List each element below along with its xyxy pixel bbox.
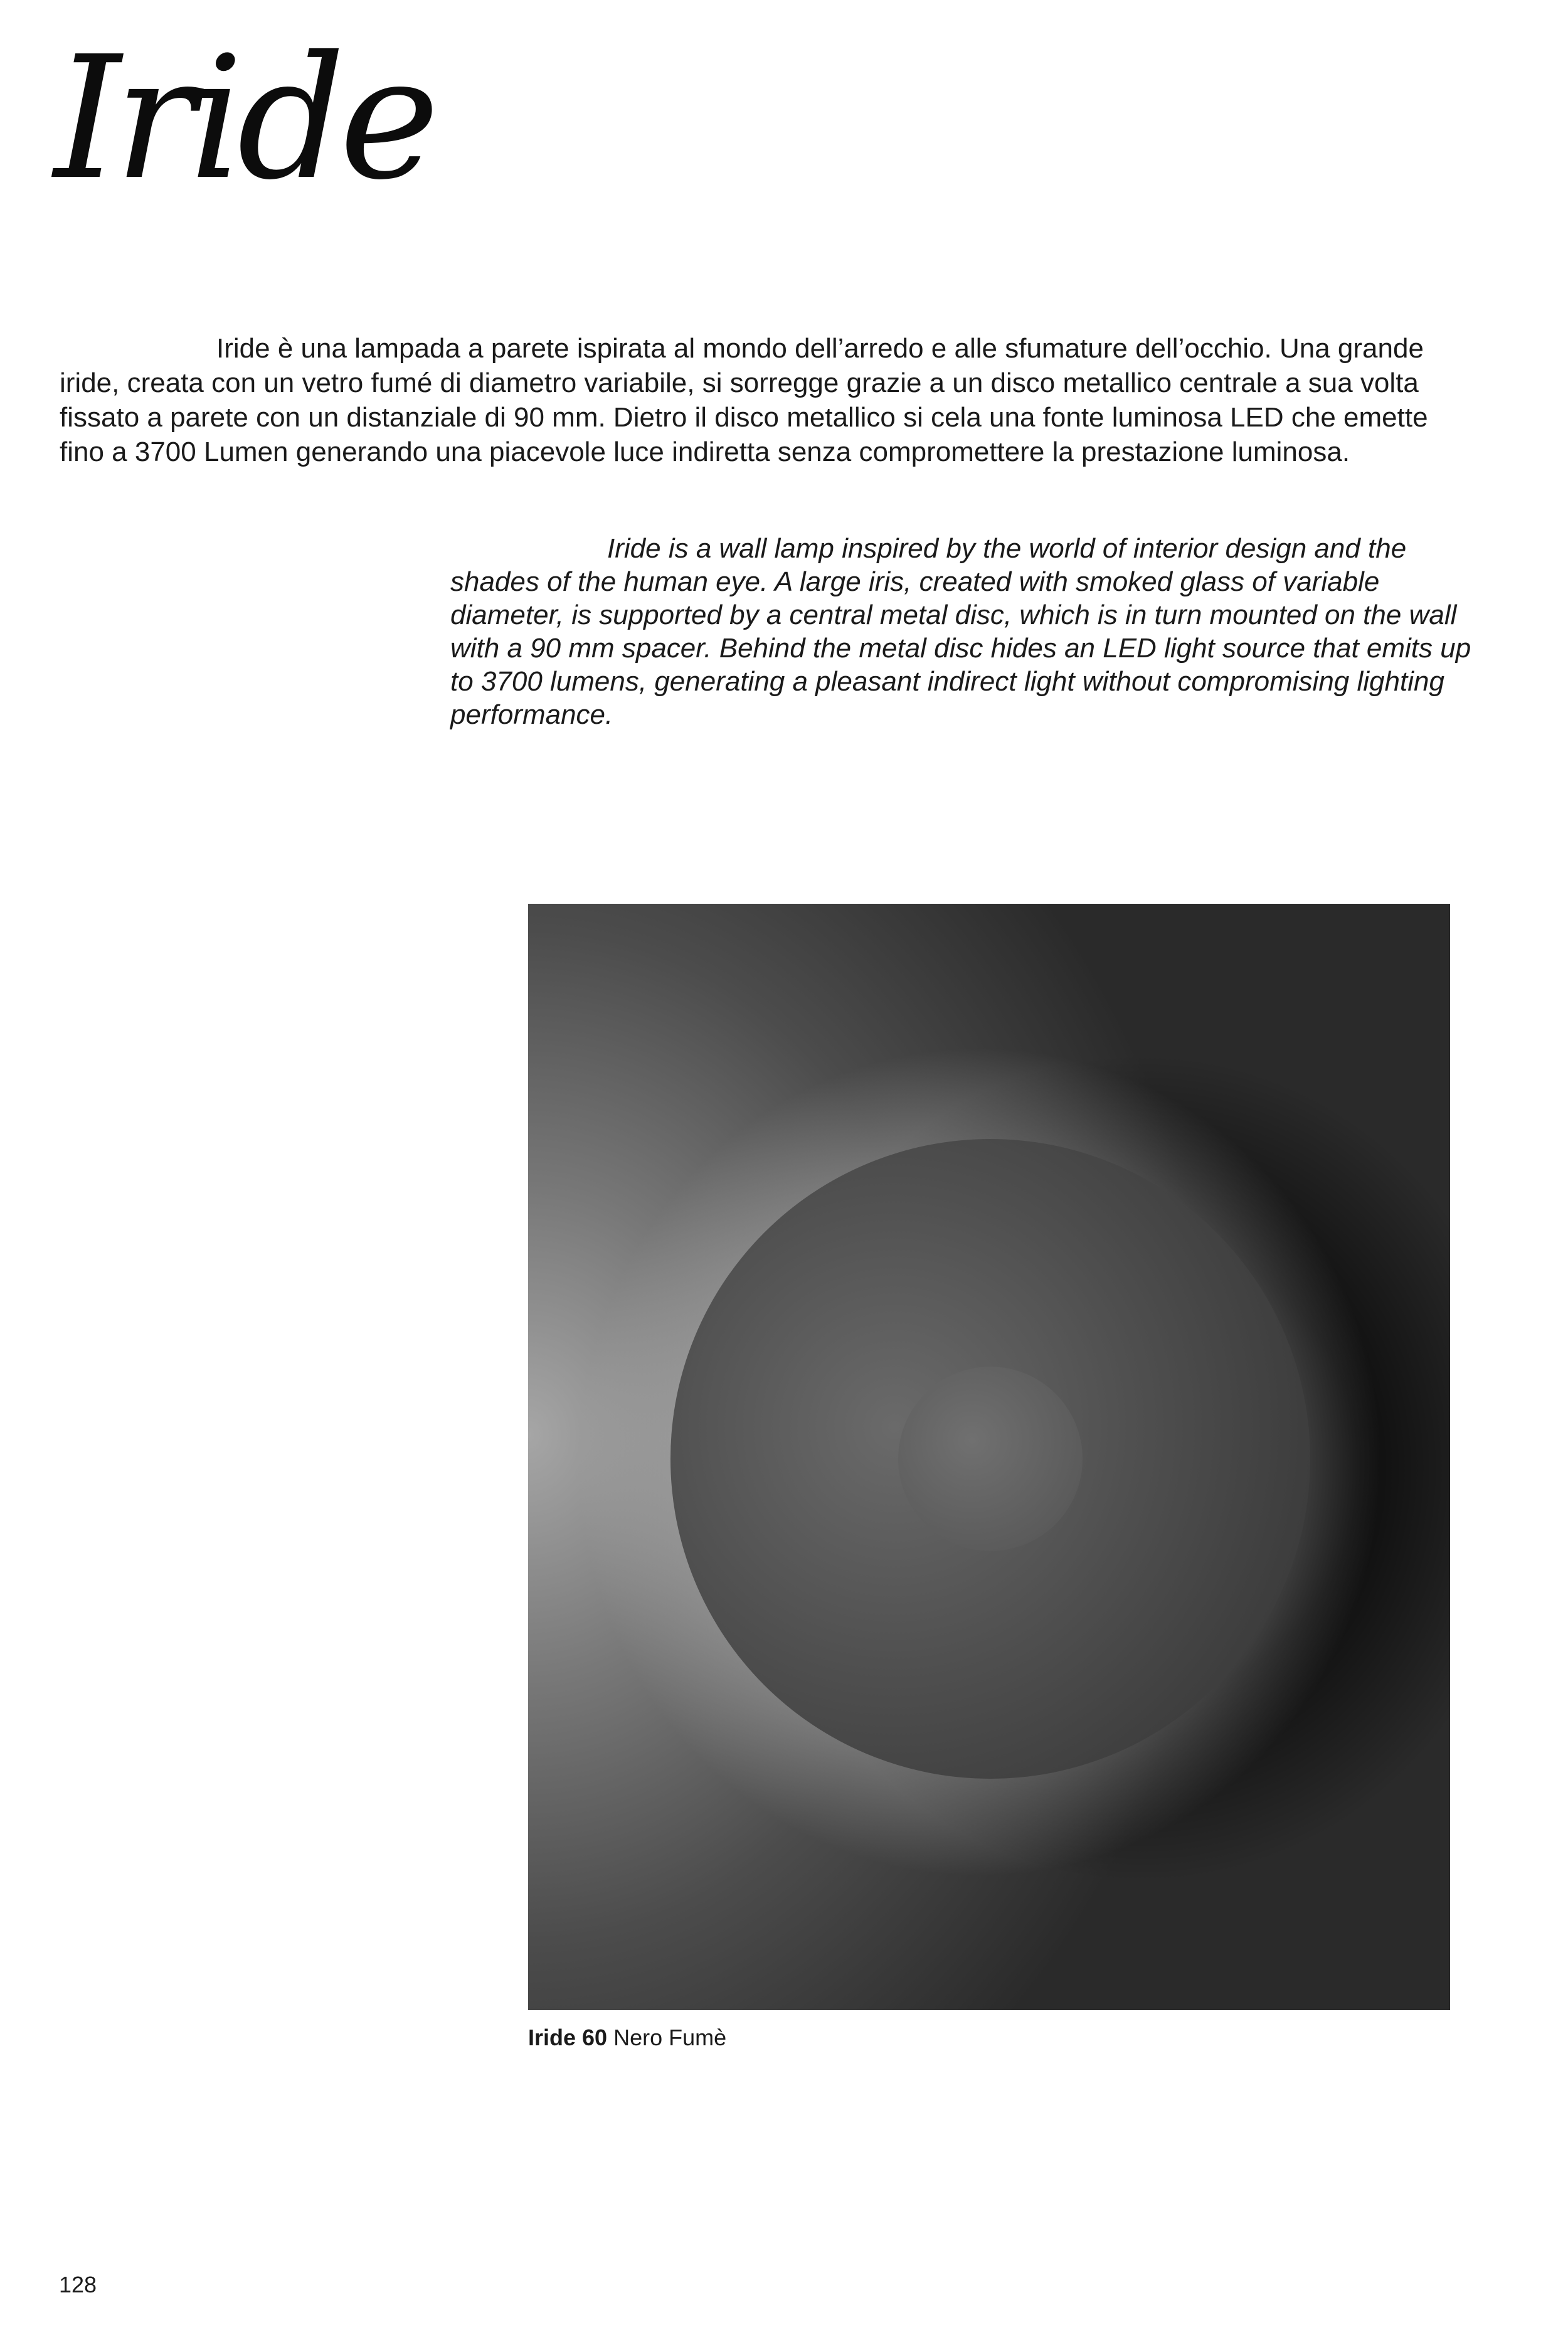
product-photo — [528, 904, 1450, 2010]
photo-caption — [528, 2025, 726, 2051]
description-italian: Iride è una lampada a parete ispirata al mondo dell’arredo e alle sfumature dell’occhio. Una grande iride, creata con un vetro fumé di diametro variabile, si sorregge grazie a un disco metallico centrale a sua volta fissato a parete con un distanziale di 90 mm. Dietro il disco metallico si cela una fonte luminosa LED che emette fino a 3700 Lumen generando una piacevole luce indiretta senza compromettere la prestazione luminosa. — [60, 333, 1428, 467]
lamp-illustration — [528, 904, 1450, 2010]
page-number: 128 — [59, 2272, 97, 2297]
page-title: Iride — [54, 19, 433, 217]
caption-model: Iride 60 — [528, 2025, 608, 2050]
description-english: Iride is a wall lamp inspired by the world of interior design and the shades of the human eye. A large iris, created with smoked glass of variable diameter, is supported by a central metal disc, which is in turn mounted on the wall with a 90 mm spacer. Behind the metal disc hides an LED light source that emits up to 3700 lumens, generating a pleasant indirect light without compromising lighting performance. — [450, 533, 1471, 730]
central-metal-disc — [898, 1367, 1083, 1551]
caption-finish: Nero Fumè — [613, 2025, 727, 2050]
